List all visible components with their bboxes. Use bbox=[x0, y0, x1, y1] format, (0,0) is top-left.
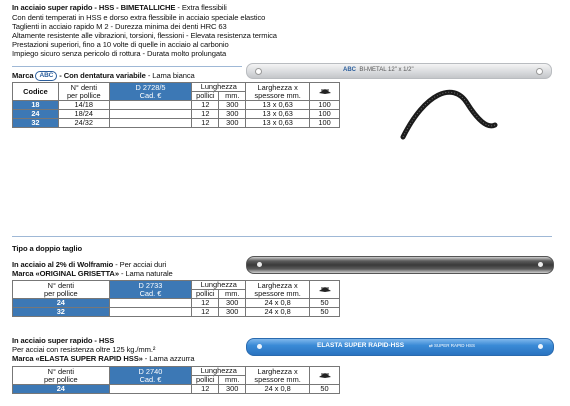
col-pack bbox=[310, 83, 340, 101]
col-lunghezza: Lunghezza bbox=[192, 83, 246, 92]
col-mm: mm. bbox=[219, 290, 246, 299]
s3-title: In acciaio super rapido - HSS bbox=[12, 336, 115, 345]
table-row: 18 14/18 12 300 13 x 0,63 100 bbox=[13, 101, 340, 110]
col-lunghezza: Lunghezza bbox=[192, 367, 246, 376]
col-price: D 2740 Cad. € bbox=[109, 367, 192, 385]
blade-hole-left bbox=[255, 68, 262, 75]
abc-logo: ABC bbox=[35, 71, 57, 81]
col-larghezza: Larghezza x spessore mm. bbox=[246, 83, 310, 101]
col-lunghezza: Lunghezza bbox=[192, 281, 246, 290]
col-pollici: pollici bbox=[192, 376, 219, 385]
package-icon bbox=[318, 371, 332, 379]
s2-spec-table bbox=[12, 280, 340, 317]
col-mm: mm. bbox=[219, 92, 246, 101]
col-price: D 2728/5 Cad. € bbox=[109, 83, 192, 101]
table-row: 32 12 300 24 x 0,8 50 bbox=[13, 308, 340, 317]
s1-line-3: Altamente resistente alle vibrazioni, torsioni, flessioni - Elevata resistenza termica bbox=[12, 31, 277, 40]
flexed-blade-image bbox=[395, 85, 500, 147]
col-denti: N° denti per pollice bbox=[58, 83, 109, 101]
bimetal-blade-label: ABC BI-METAL 12" x 1/2" bbox=[343, 67, 414, 73]
s3-marca: Marca «ELASTA SUPER RAPID HSS» - Lama azzurra bbox=[12, 354, 195, 363]
col-mm: mm. bbox=[219, 376, 246, 385]
col-denti: N° denti per pollice bbox=[13, 367, 110, 385]
col-denti: N° denti per pollice bbox=[13, 281, 110, 299]
blade-hole-right bbox=[538, 262, 543, 267]
col-pack bbox=[310, 281, 340, 299]
grisetta-blade-image bbox=[246, 256, 554, 274]
table-row: 24 12 300 24 x 0,8 50 bbox=[13, 385, 340, 394]
elasta-blade-label: ELASTA SUPER RAPID-HSS bbox=[317, 342, 405, 349]
package-icon bbox=[318, 87, 332, 95]
s2-marca: Marca «ORIGINAL GRISETTA» - Lama naturale bbox=[12, 269, 173, 278]
s2-title: In acciaio al 2% di Wolframio - Per acciai duri bbox=[12, 260, 167, 269]
s1-marca: Marca ABC - Con dentatura variabile - Lama bianca bbox=[12, 71, 195, 80]
col-larghezza: Larghezza x spessore mm. bbox=[246, 367, 310, 385]
elasta-blade-image bbox=[246, 338, 554, 356]
col-pack bbox=[310, 367, 340, 385]
s3-line: Per acciai con resistenza oltre 125 kg./mm.² bbox=[12, 345, 156, 354]
s1-line-2: Taglienti in acciaio rapido M 2 - Durezza minima dei denti HRC 63 bbox=[12, 22, 227, 31]
elasta-blade-small-label: ⇄ SUPER RAPID HSS bbox=[429, 343, 476, 348]
s1-title: In acciaio super rapido - HSS - BIMETALLICHE - Extra flessibili bbox=[12, 3, 227, 12]
blade-hole-right bbox=[538, 344, 543, 349]
col-codice: Codice bbox=[13, 83, 59, 101]
col-price: D 2733 Cad. € bbox=[109, 281, 192, 299]
table-row: 24 12 300 24 x 0,8 50 bbox=[13, 299, 340, 308]
table-row: 32 24/32 12 300 13 x 0,63 100 bbox=[13, 119, 340, 128]
s1-spec-table bbox=[12, 82, 340, 128]
blade-hole-left bbox=[257, 262, 262, 267]
s2-heading: Tipo a doppio taglio bbox=[12, 244, 82, 253]
package-icon bbox=[318, 285, 332, 293]
blade-hole-left bbox=[257, 344, 262, 349]
col-larghezza: Larghezza x spessore mm. bbox=[246, 281, 310, 299]
col-pollici: pollici bbox=[192, 92, 219, 101]
bimetal-blade-image bbox=[246, 63, 552, 79]
s1-rule bbox=[12, 66, 242, 67]
s1-line-4: Prestazioni superiori, fino a 10 volte di quelle in acciaio al carbonio bbox=[12, 40, 229, 49]
blade-hole-right bbox=[536, 68, 543, 75]
table-row: 24 18/24 12 300 13 x 0,63 100 bbox=[13, 110, 340, 119]
section-divider bbox=[12, 236, 552, 237]
s1-line-1: Con denti temperati in HSS e dorso extra flessibile in acciaio speciale elastico bbox=[12, 13, 266, 22]
col-pollici: pollici bbox=[192, 290, 219, 299]
s1-line-5: Impiego sicuro senza pericolo di rottura - Durata molto prolungata bbox=[12, 49, 227, 58]
s3-spec-table bbox=[12, 366, 340, 394]
